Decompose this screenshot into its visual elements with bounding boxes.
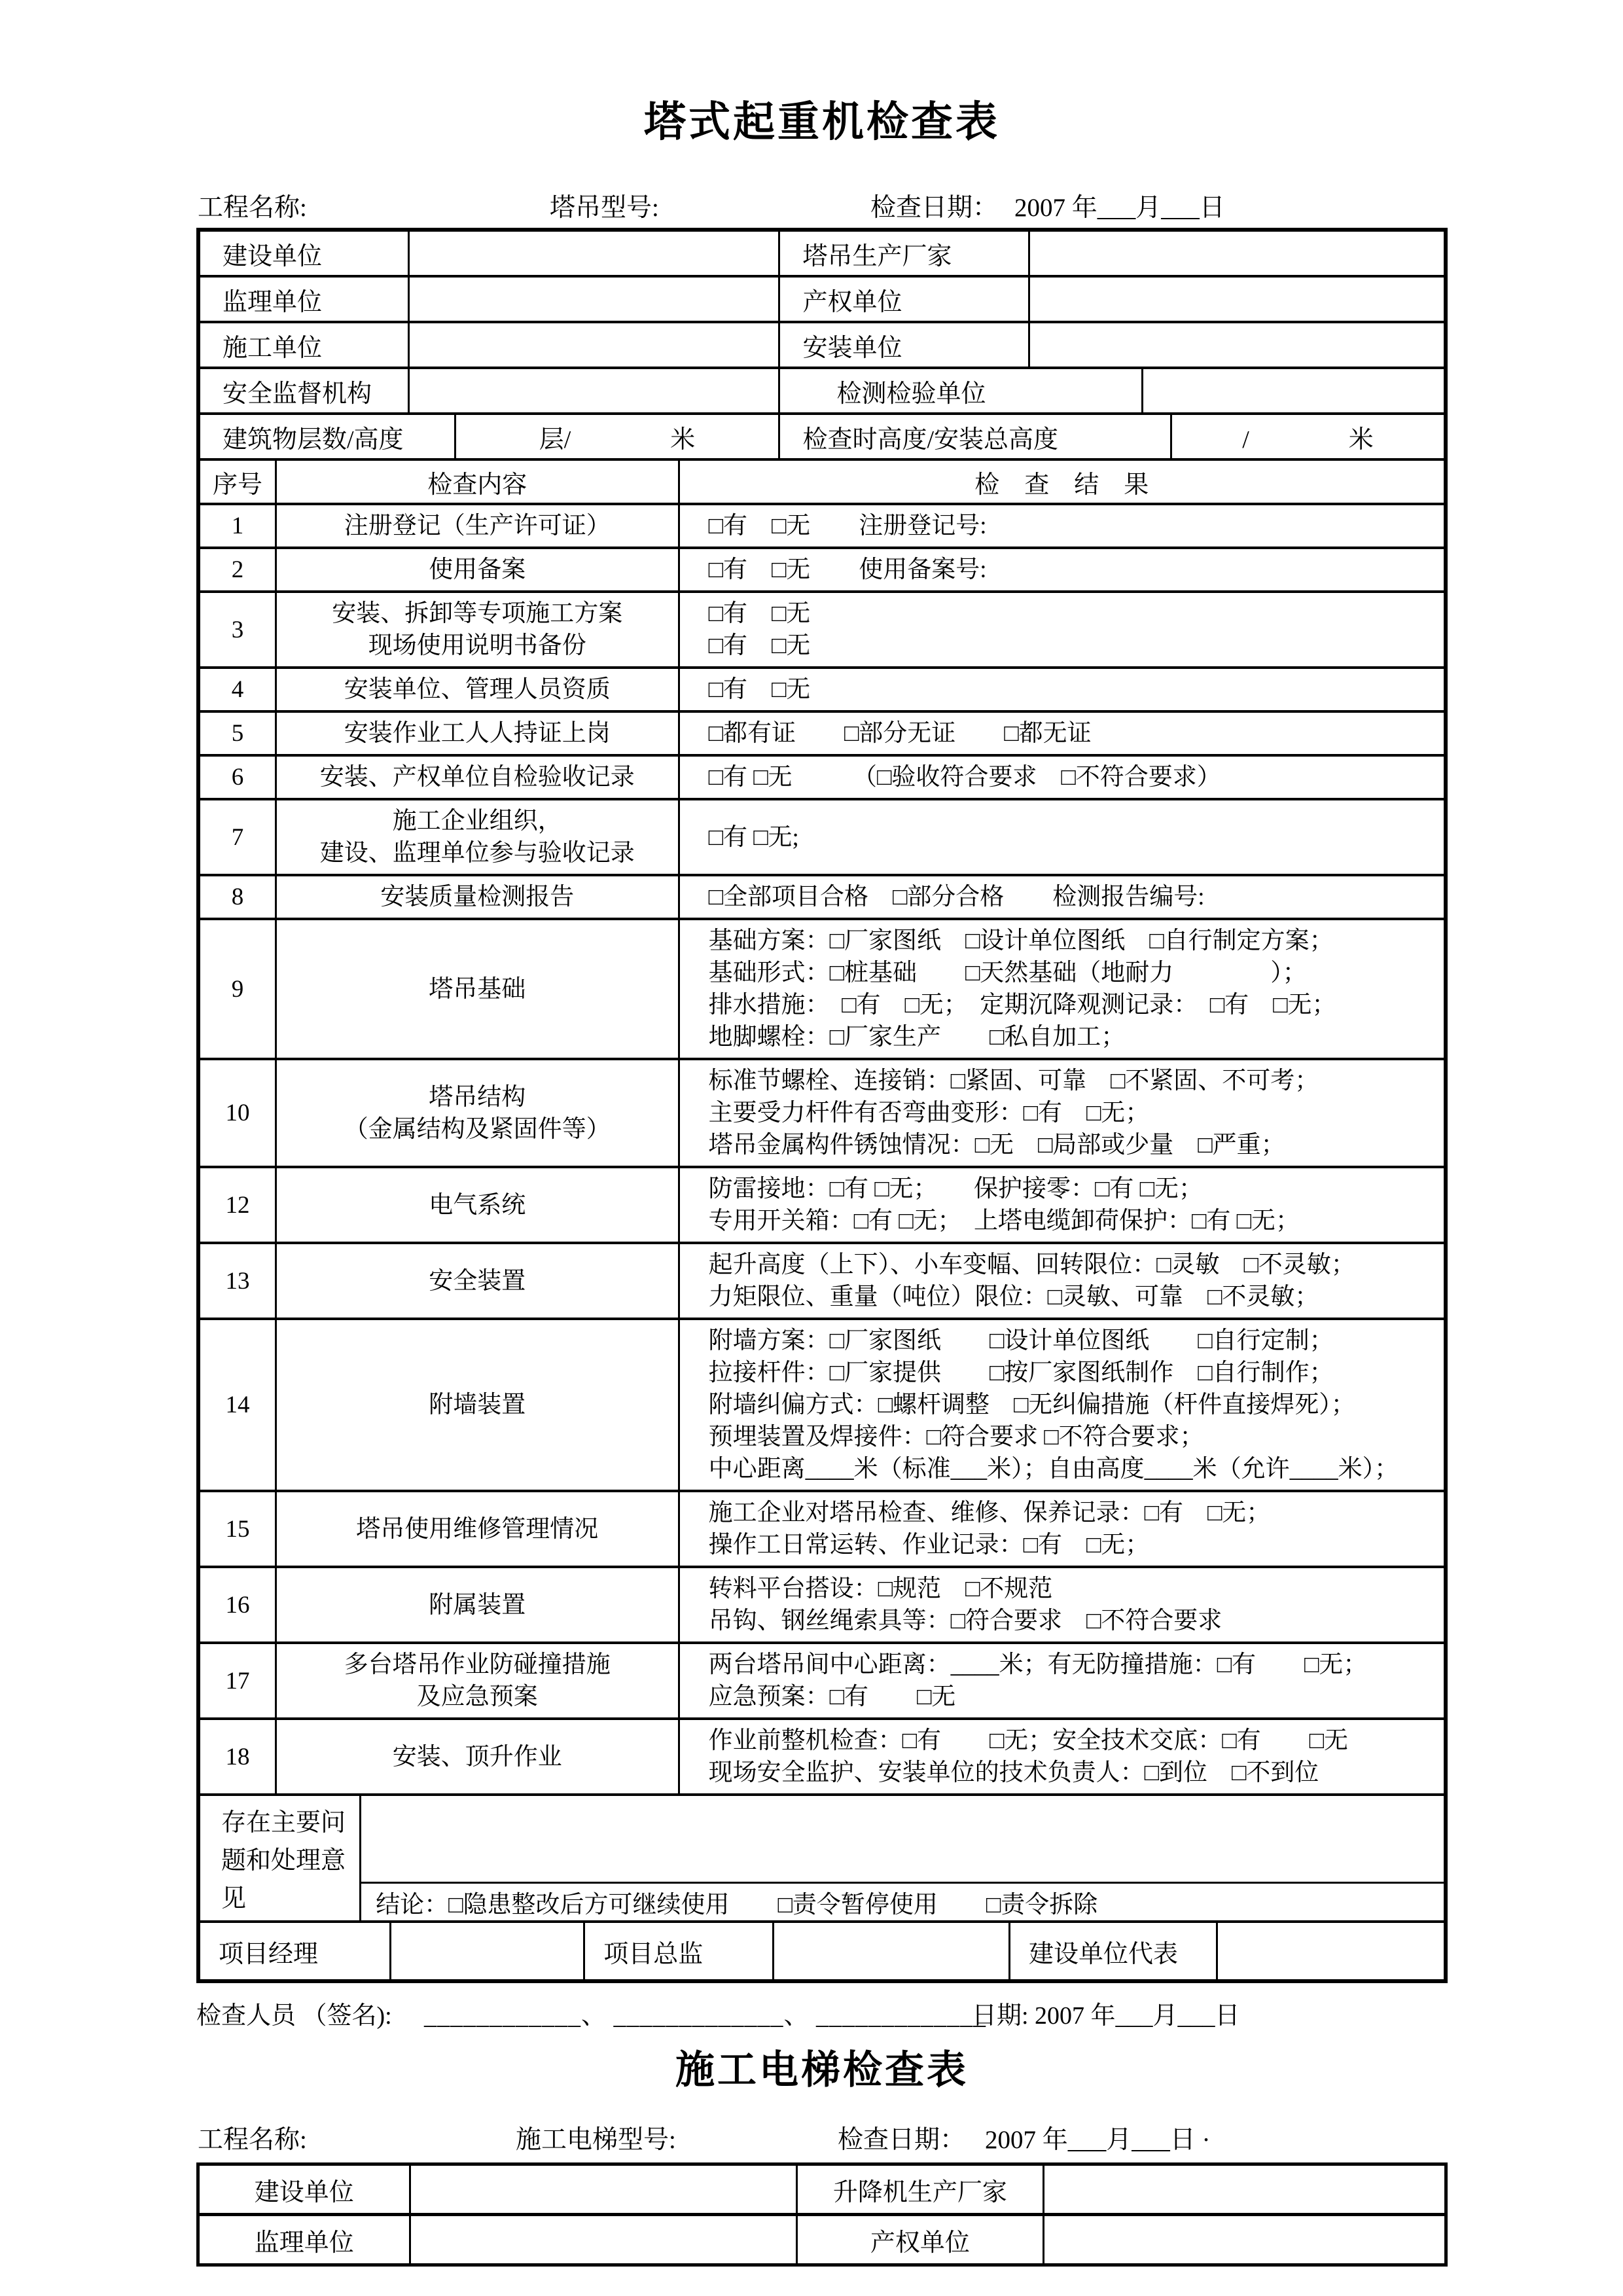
row-number: 16: [225, 1591, 250, 1619]
result-line: 两台塔吊间中心距离：____米；有无防撞措施：□有 □无；: [708, 1651, 1368, 1678]
info-label-cell: 检查时高度/安装总高度: [778, 415, 1170, 458]
info-value-cell: [1028, 278, 1444, 321]
checklist-row: [200, 547, 1444, 590]
content-line: 安全装置: [429, 1267, 526, 1295]
result-line: 拉接杆件：□厂家提供 □按厂家图纸制作 □自行制作；: [708, 1359, 1334, 1386]
checklist-row: [200, 1058, 1444, 1166]
result-line: 现场安全监护、安装单位的技术负责人：□到位 □不到位: [708, 1759, 1319, 1786]
row-number: 9: [231, 975, 244, 1003]
row-number: 3: [231, 616, 244, 643]
result-line: □全部项目合格 □部分合格 检测报告编号:: [708, 884, 1205, 910]
row-content-cell: [275, 713, 678, 754]
checklist-row: [200, 590, 1444, 666]
row-content-cell: [275, 1060, 678, 1166]
content-line: 塔吊基础: [429, 975, 526, 1003]
checklist-row: [200, 1717, 1444, 1793]
checklist-row: [200, 503, 1444, 547]
project-manager-label: 项目经理: [219, 1940, 319, 1968]
content-line: 多台塔吊作业防碰撞措施: [344, 1651, 611, 1678]
result-line: 吊钩、钢丝绳索具等：□符合要求 □不符合要求: [708, 1607, 1222, 1634]
inspection-date-label: 检查日期：: [870, 194, 999, 222]
row-content-cell: [275, 669, 678, 710]
row-result-cell: [678, 876, 1444, 918]
result-line: 主要受力杆件有否弯曲变形：□有 □无；: [708, 1100, 1150, 1126]
result-line: □有 □无: [708, 600, 811, 627]
project-name-label-2: 工程名称:: [198, 2126, 307, 2154]
content-line: 安装、拆卸等专项施工方案: [332, 600, 623, 627]
result-line: 专用开关箱：□有 □无； 上塔电缆卸荷保护：□有 □无；: [708, 1208, 1300, 1234]
result-line: □有 □无 使用备案号:: [708, 556, 987, 583]
owner-representative-signature-cell: [1216, 1923, 1444, 1979]
content-line: 安装质量检测报告: [380, 884, 575, 910]
form2-meta-line: [196, 2119, 1448, 2153]
row-content-cell: [275, 549, 678, 590]
problem-right-area: [359, 1796, 1444, 1920]
info-label-cell: 产权单位: [796, 2216, 1043, 2263]
signoff-row: [200, 1920, 1444, 1979]
row-result-cell: [678, 1060, 1444, 1166]
content-line: （金属结构及紧固件等）: [344, 1115, 611, 1143]
result-line: □有 □无;: [708, 823, 799, 851]
result-line: 操作工日常运转、作业记录：□有 □无；: [708, 1532, 1150, 1558]
project-name-label: 工程名称:: [198, 194, 307, 222]
checklist-row: [200, 918, 1444, 1058]
inspector-signature-blanks: ____________、 _____________、 _____________: [424, 2002, 987, 2030]
result-line: 应急预案：□有 □无: [708, 1683, 956, 1710]
row-number: 15: [225, 1515, 250, 1543]
info-value-cell: [408, 323, 778, 367]
content-line: 附属装置: [429, 1591, 526, 1619]
row-result-cell: [678, 920, 1444, 1058]
chief-supervisor-label: 项目总监: [583, 1923, 772, 1979]
info-value-cell: [408, 278, 778, 321]
content-line: 安装单位、管理人员资质: [344, 676, 611, 703]
checklist-row: [200, 1166, 1444, 1242]
row-result-cell: [678, 800, 1444, 874]
info-value-cell: [408, 369, 778, 412]
row-content-cell: [275, 593, 678, 666]
info-label-cell: 安全监督机构: [223, 380, 372, 408]
problem-label-cell: [200, 1796, 359, 1920]
row-content-cell: [275, 800, 678, 874]
row-number: 8: [231, 884, 244, 910]
row-number: 10: [225, 1100, 250, 1126]
info-label-cell: 安装单位: [778, 323, 1028, 367]
info-value-cell: [408, 232, 778, 275]
info-value-cell: [1043, 2166, 1444, 2213]
result-line: 转料平台搭设：□规范 □不规范: [708, 1575, 1053, 1602]
row-number: 7: [231, 823, 244, 851]
row-content-cell: [275, 1492, 678, 1566]
result-line: 中心距离____米（标准___米）；自由高度____米（允许____米）；: [708, 1456, 1399, 1482]
content-line: 塔吊使用维修管理情况: [356, 1515, 599, 1543]
info-row: [200, 2213, 1444, 2263]
row-content-cell: [275, 505, 678, 547]
result-line: 标准节螺栓、连接销：□紧固、可靠 □不紧固、不可考；: [708, 1067, 1319, 1094]
content-line: 附墙装置: [429, 1391, 526, 1418]
result-line: 作业前整机检查：□有 □无；安全技术交底：□有 □无: [708, 1727, 1348, 1754]
content-line: 安装作业工人人持证上岗: [344, 720, 611, 747]
row-number: 13: [225, 1267, 250, 1295]
row-number: 18: [225, 1743, 250, 1770]
info-value-cell: [1028, 232, 1444, 275]
result-line: 附墙方案：□厂家图纸 □设计单位图纸 □自行定制；: [708, 1327, 1334, 1354]
row-number: 14: [225, 1391, 250, 1418]
checklist-header-row: [200, 458, 1444, 503]
form1-meta-line: [196, 187, 1448, 221]
result-line: 附墙纠偏方式：□螺杆调整 □无纠偏措施（杆件直接焊死）；: [708, 1391, 1355, 1418]
result-line: 起升高度（上下）、小车变幅、回转限位：□灵敏 □不灵敏；: [708, 1251, 1355, 1278]
result-line: 预埋装置及焊接件：□符合要求 □不符合要求；: [708, 1424, 1204, 1450]
row-content-cell: [275, 1168, 678, 1242]
form2-title: 施工电梯检查表: [675, 2049, 969, 2092]
row-result-cell: [678, 713, 1444, 754]
row-number: 1: [231, 512, 244, 539]
result-line: 排水措施： □有 □无； 定期沉降观测记录： □有 □无；: [708, 992, 1336, 1018]
row-content-cell: [275, 876, 678, 918]
info-row: [200, 321, 1444, 367]
row-result-cell: [678, 1168, 1444, 1242]
info-label-cell: 升降机生产厂家: [796, 2166, 1043, 2213]
result-line: 力矩限位、重量（吨位）限位：□灵敏、可靠 □不灵敏；: [708, 1283, 1319, 1310]
checklist-row: [200, 666, 1444, 710]
problem-label-line: 题和处理意: [221, 1847, 346, 1874]
checklist-row: [200, 1566, 1444, 1641]
result-line: 基础形式：□桩基础 □天然基础（地耐力 ）；: [708, 960, 1307, 986]
row-content-cell: [275, 1320, 678, 1490]
row-number: 12: [225, 1191, 250, 1219]
checklist-row: [200, 874, 1444, 918]
elevator-inspection-table: [196, 2162, 1448, 2267]
crane-model-label: 塔吊型号:: [550, 194, 659, 222]
info-value-cell: 层/ 米: [454, 415, 779, 458]
problem-label-line: 见: [221, 1885, 247, 1912]
row-content-cell: [275, 1644, 678, 1717]
checklist-row: [200, 1242, 1444, 1318]
result-line: □都有证 □部分无证 □都无证: [708, 720, 1092, 747]
info-value-cell: [409, 2216, 796, 2263]
result-line: □有 □无: [708, 676, 811, 703]
checklist-row: [200, 710, 1444, 754]
result-line: 施工企业对塔吊检查、维修、保养记录：□有 □无；: [708, 1499, 1271, 1526]
project-manager-signature-cell: [389, 1923, 583, 1979]
info-value-cell: [1028, 323, 1444, 367]
info-value-cell: [1043, 2216, 1444, 2263]
col-header-result: 检 查 结 果: [678, 461, 1444, 503]
content-line: 安装、顶升作业: [392, 1743, 562, 1770]
content-line: 建设、监理单位参与验收记录: [319, 840, 635, 867]
row-result-cell: [678, 593, 1444, 666]
info-label-cell: 检测检验单位: [778, 369, 1141, 412]
row-number: 6: [231, 764, 244, 791]
row-result-cell: [678, 1320, 1444, 1490]
info-row: [200, 2166, 1444, 2213]
checklist-row: [200, 1641, 1444, 1717]
row-content-cell: [275, 757, 678, 798]
content-line: 注册登记（生产许可证）: [344, 512, 611, 539]
content-line: 现场使用说明书备份: [368, 632, 586, 659]
row-result-cell: [678, 505, 1444, 547]
result-line: 基础方案：□厂家图纸 □设计单位图纸 □自行制定方案；: [708, 927, 1334, 954]
result-line: □有 □无: [708, 632, 811, 659]
row-result-cell: [678, 757, 1444, 798]
checklist-row: [200, 1490, 1444, 1566]
info-label-cell: 产权单位: [778, 278, 1028, 321]
sheet: [196, 0, 1448, 2267]
checklist-row: [200, 1318, 1444, 1490]
checklist-row: [200, 754, 1444, 798]
content-line: 安装、产权单位自检验收记录: [319, 764, 635, 791]
form1-title: 塔式起重机检查表: [644, 99, 1000, 145]
info-row: [200, 367, 1444, 412]
inspector-date: 日期: 2007 年___月___日: [972, 2002, 1240, 2030]
inspector-signature-line: [196, 1995, 1448, 2030]
row-content-cell: [275, 1244, 678, 1318]
info-row: [200, 232, 1444, 275]
row-number: 5: [231, 720, 244, 747]
info-row: [200, 412, 1444, 458]
content-line: 使用备案: [429, 556, 526, 583]
inspection-date-value-2: 2007 年___月___日 ·: [985, 2126, 1211, 2154]
owner-representative-label: 建设单位代表: [1008, 1923, 1216, 1979]
row-number: 17: [225, 1667, 250, 1695]
problem-row: [200, 1793, 1444, 1920]
row-number: 4: [231, 676, 244, 703]
row-result-cell: [678, 1644, 1444, 1717]
content-line: 施工企业组织，: [392, 808, 562, 834]
result-line: □有 □无 注册登记号:: [708, 512, 987, 539]
row-content-cell: [275, 1568, 678, 1641]
inspection-date-label-2: 检查日期：: [838, 2126, 966, 2154]
row-result-cell: [678, 549, 1444, 590]
conclusion-line: 结论：□隐患整改后方可继续使用 □责令暂停使用 □责令拆除: [376, 1892, 1098, 1918]
info-row: [200, 275, 1444, 321]
inspection-date-value: 2007 年___月___日: [1014, 194, 1225, 222]
result-line: 防雷接地：□有 □无； 保护接零：□有 □无；: [708, 1175, 1203, 1202]
row-result-cell: [678, 669, 1444, 710]
info-value-cell: [1141, 369, 1444, 412]
problem-label-line: 存在主要问: [221, 1809, 346, 1837]
col-header-content: 检查内容: [275, 461, 678, 503]
crane-inspection-table: [196, 228, 1448, 1983]
info-label-cell: 建设单位: [254, 2178, 354, 2206]
row-result-cell: [678, 1568, 1444, 1641]
content-line: 塔吊结构: [429, 1083, 526, 1111]
content-line: 及应急预案: [416, 1683, 538, 1710]
info-value-cell: / 米: [1170, 415, 1444, 458]
inspector-label: 检查人员 （签名):: [196, 2002, 392, 2030]
col-header-no: 序号: [212, 471, 262, 499]
content-line: 电气系统: [429, 1191, 526, 1219]
elevator-model-label: 施工电梯型号:: [516, 2126, 676, 2154]
info-label-cell: 施工单位: [223, 334, 323, 362]
info-label-cell: 塔吊生产厂家: [778, 232, 1028, 275]
problem-notes-area: [361, 1796, 1444, 1884]
row-content-cell: [275, 920, 678, 1058]
info-label-cell: 监理单位: [254, 2229, 354, 2257]
row-result-cell: [678, 1492, 1444, 1566]
info-label-cell: 监理单位: [223, 288, 323, 316]
result-line: 地脚螺栓：□厂家生产 □私自加工；: [708, 1024, 1126, 1050]
result-line: 塔吊金属构件锈蚀情况：□无 □局部或少量 □严重；: [708, 1132, 1285, 1158]
chief-supervisor-signature-cell: [772, 1923, 1008, 1979]
row-result-cell: [678, 1720, 1444, 1793]
result-line: □有 □无 （□验收符合要求 □不符合要求）: [708, 764, 1221, 791]
row-content-cell: [275, 1720, 678, 1793]
checklist-row: [200, 798, 1444, 874]
info-label-cell: 建筑物层数/高度: [223, 425, 404, 454]
row-result-cell: [678, 1244, 1444, 1318]
info-label-cell: 建设单位: [223, 242, 323, 270]
row-number: 2: [231, 556, 244, 583]
info-value-cell: [409, 2166, 796, 2213]
